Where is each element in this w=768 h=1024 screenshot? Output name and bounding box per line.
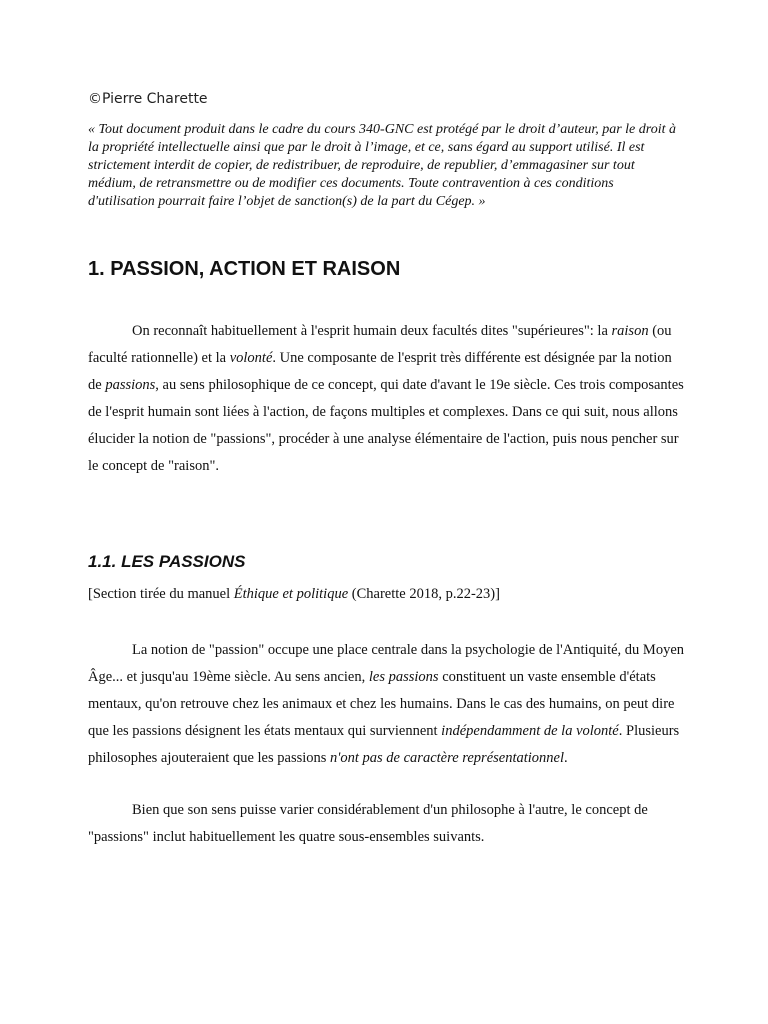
- p1-text-b: (ou faculté rationnelle) et la: [88, 323, 672, 366]
- source-text-a: [Section tirée du manuel: [88, 586, 234, 602]
- section-1-paragraph: [88, 318, 684, 480]
- section-1-1-paragraph-1: [88, 637, 684, 772]
- copyright-notice: « Tout document produit dans le cadre du cours 340-GNC est protégé par le droit d’auteur, par le droit à la propriété intellectuelle ainsi que par le droit à l’image, et ce, sans égard au support utilisé. Il est strictement interdit de copier, de redistribuer, de reproduire, de republier, d’emmagasiner sur tout médium, de retransmettre ou de modifier ces documents. Toute contravention à ces conditions d'utilisation pourrait faire l’objet de sanction(s) de la part du Cégep. »: [88, 122, 676, 209]
- p2-independamment: indépendamment de la volonté: [441, 723, 619, 739]
- p2-text-d: .: [564, 750, 568, 766]
- section-source-note: [88, 586, 500, 603]
- p2-nont-pas: n'ont pas de caractère représentationnel: [330, 750, 565, 766]
- source-book-title: Éthique et politique: [233, 586, 349, 602]
- p2-text-b: constituent un vaste ensemble d'états mentaux, qu'on retrouve chez les animaux et chez les humains. Dans le cas des humains, on peut dire que les passions désignent les états mentaux qui surviennent: [88, 669, 675, 739]
- p1-text-c: . Une composante de l'esprit très différente est désignée par la notion de: [88, 350, 672, 393]
- section-1-1-paragraph-2: Bien que son sens puisse varier considérablement d'un philosophe à l'autre, le concept de "passions" inclut habituellement les quatre sous-ensembles suivants.: [88, 802, 648, 845]
- p1-text-d: , au sens philosophique de ce concept, qui date d'avant le 19e siècle. Ces trois composantes de l'esprit humain sont liées à l'action, de façons multiples et complexes. Dans ce qui suit, nous allons élucider la notion de "passions", procéder à une analyse élémentaire de l'action, puis nous pencher sur le concept de "raison".: [88, 377, 684, 474]
- p1-raison: raison: [611, 323, 649, 339]
- p1-passions: passions: [105, 377, 156, 393]
- p2-text-c: . Plusieurs philosophes ajouteraient que les passions: [88, 723, 680, 766]
- copyright-line: ©Pierre Charette: [88, 91, 208, 107]
- source-text-b: (Charette 2018, p.22-23)]: [348, 586, 500, 602]
- p2-les-passions: les passions: [368, 669, 439, 685]
- p1-volonte: volonté: [229, 350, 273, 366]
- p2-text-a: La notion de "passion" occupe une place centrale dans la psychologie de l'Antiquité, du Moyen Âge... et jusqu'au 19ème siècle. Au sens ancien,: [88, 642, 684, 685]
- section-1-heading: 1. PASSION, ACTION ET RAISON: [88, 258, 401, 280]
- section-1-1-heading: 1.1. LES PASSIONS: [88, 552, 246, 571]
- p1-text-a: On reconnaît habituellement à l'esprit humain deux facultés dites "supérieures": la: [132, 323, 612, 339]
